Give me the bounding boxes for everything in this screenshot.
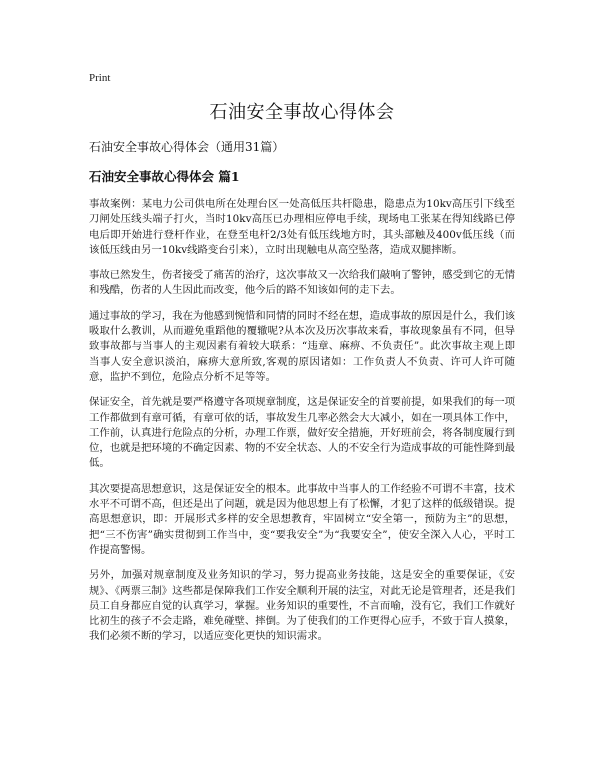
document-subtitle: 石油安全事故心得体会（通用31篇） (89, 140, 285, 154)
paragraph-knowledge-learning: 另外，加强对规章制度及业务知识的学习，努力提高业务技能，这是安全的重要保证，《安规》、《两票三制》这些都是保障我们工作安全顺利开展的法宝，对此无论是管理者，还是我们员工自身都应自觉的认真学习，掌握。业务知识的重要性，不言而喻，没有它，我们工作就好比初生的孩子不会走路，难免碰壁、摔倒。为了使我们的工作更得心应手，不致于盲人摸象，我们必须不断的学习，以适应变化更快的知识需求。 (89, 569, 516, 643)
section-heading: 石油安全事故心得体会 篇1 (89, 169, 240, 184)
paragraph-safety-awareness: 其次要提高思想意识，这是保证安全的根本。此事故中当事人的工作经验不可谓不丰富，技术水平不可谓不高，但还是出了问题，就是因为他思想上有了松懈，才犯了这样的低级错误。提高思想意识，即：开展形式多样的安全思想教育，牢固树立“安全第一，预防为主”的思想，把“三不伤害”确实贯彻到工作当中，变“要我安全”为“我要安全”，使安全深入人心，平时工作提高警惕。 (89, 482, 516, 556)
print-label: Print (89, 72, 111, 84)
paragraph-reflection: 事故已然发生，伤者接受了痛苦的治疗，这次事故又一次给我们敲响了警钟，感受到它的无情和残酷，伤者的人生因此而改变，他今后的路不知该如何的走下去。 (89, 269, 516, 297)
paragraph-rules-compliance: 保证安全，首先就是要严格遵守各项规章制度，这是保证安全的首要前提，如果我们的每一项工作都做到有章可循，有章可依的话，事故发生几率必然会大大减小，如在一项具体工作中，工作前，认真进行危险点的分析，办理工作票，做好安全措施，开好班前会，将各制度履行到位，也就是把环境的不确定因素、物的不安全状态、人的不安全行为造成事故的可能性降到最低。 (89, 396, 516, 470)
paragraph-cause-analysis: 通过事故的学习，我在为他感到惋惜和同情的同时不经在想，造成事故的原因是什么，我们该吸取什么教训，从而避免重蹈他的覆辙呢?从本次及历次事故来看，事故现象虽有不同，但导致事故都与当事人的主观因素有着较大联系：“违章、麻痹、不负责任”。此次事故主观上即当事人安全意识淡泊，麻痹大意所致,客观的原因诸如：工作负责人不负责、许可人许可随意，监护不到位，危险点分析不足等等。 (89, 309, 516, 383)
paragraph-accident-case: 事故案例：某电力公司供电所在处理台区一处高低压共杆隐患，隐患点为10kv高压引下线至刀闸处压线头端子打火，当时10kv高压已办理相应停电手续，现场电工张某在得知线路已停电后即开始进行登杆作业，在登至电杆2/3处有低压线地方时，其头部触及400v低压线（而该低压线由另一10kv线路变台引来），立时出现触电从高空坠落，造成双腿摔断。 (89, 198, 515, 256)
document-title: 石油安全事故心得体会 (209, 102, 395, 123)
document-page (89, 72, 515, 655)
